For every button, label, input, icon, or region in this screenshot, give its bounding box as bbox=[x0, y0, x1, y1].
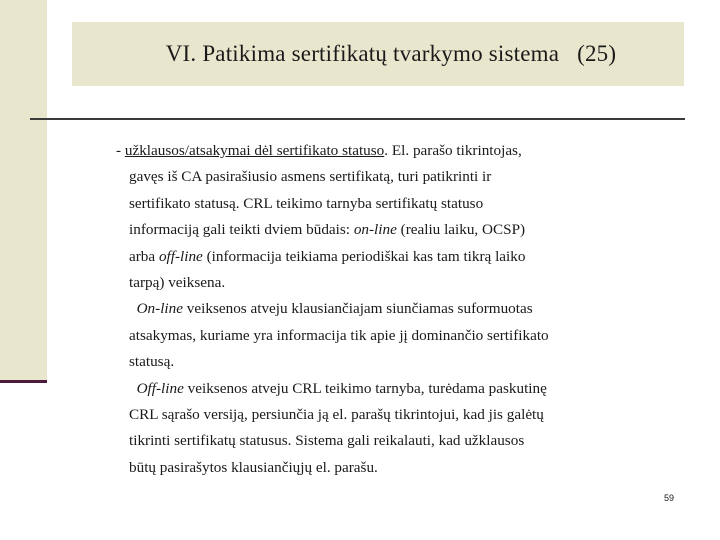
text-line: tikrinti sertifikatų statusus. Sistema gali reikalauti, kad užklausos bbox=[129, 432, 525, 450]
indented-block bbox=[116, 164, 676, 481]
text-segment: (realiu laiku, OCSP) bbox=[396, 221, 526, 239]
lead-term: užklausos/atsakymai dėl sertifikato statuso bbox=[124, 142, 385, 159]
term-off-line: off-line bbox=[158, 247, 203, 265]
slide-body bbox=[116, 138, 676, 481]
title-divider bbox=[30, 118, 685, 120]
paragraph-online bbox=[129, 296, 676, 322]
text-segment: (informacija teikiama periodiškai kas tam tikrą laiko bbox=[202, 247, 526, 265]
text-line: būtų pasirašytos klausiančiųjų el. parašu. bbox=[129, 458, 378, 476]
text-line: sertifikato statusą. CRL teikimo tarnyba sertifikatų statuso bbox=[129, 194, 484, 212]
term-on-line: On-line bbox=[136, 300, 183, 318]
term-on-line: on-line bbox=[353, 221, 397, 239]
paragraph-status-requests bbox=[116, 138, 676, 164]
text-line bbox=[129, 244, 676, 270]
text-line bbox=[129, 217, 676, 243]
text-segment: veiksenos atveju klausiančiajam siunčiamas suformuotas bbox=[183, 300, 533, 318]
bullet-dash: - bbox=[116, 142, 125, 159]
text-line: CRL sąrašo versiją, persiunčia ją el. parašų tikrintojui, kad jis galėtų bbox=[129, 406, 544, 424]
text-segment: arba bbox=[129, 247, 159, 265]
text-segment: informaciją gali teikti dviem būdais: bbox=[129, 221, 354, 239]
slide-title bbox=[140, 41, 617, 67]
text-line: tarpą) veiksena. bbox=[129, 274, 226, 292]
term-off-line: Off-line bbox=[136, 379, 184, 397]
slide-title-number: (25) bbox=[577, 41, 617, 66]
text-line: gavęs iš CA pasirašiusio asmens sertifikatą, turi patikrinti ir bbox=[129, 168, 492, 186]
title-banner bbox=[72, 22, 684, 86]
text-segment: veiksenos atveju CRL teikimo tarnyba, turėdama paskutinę bbox=[183, 379, 547, 397]
text-line: atsakymas, kuriame yra informacija tik apie jį dominančio sertifikato bbox=[129, 326, 549, 344]
text-line: . El. parašo tikrintojas, bbox=[384, 142, 522, 159]
page-number: 59 bbox=[664, 493, 675, 503]
sidebar-accent-bar bbox=[0, 0, 47, 383]
slide-title-text: VI. Patikima sertifikatų tvarkymo sistema bbox=[165, 41, 560, 66]
text-line: statusą. bbox=[129, 353, 175, 371]
paragraph-offline bbox=[129, 376, 676, 402]
